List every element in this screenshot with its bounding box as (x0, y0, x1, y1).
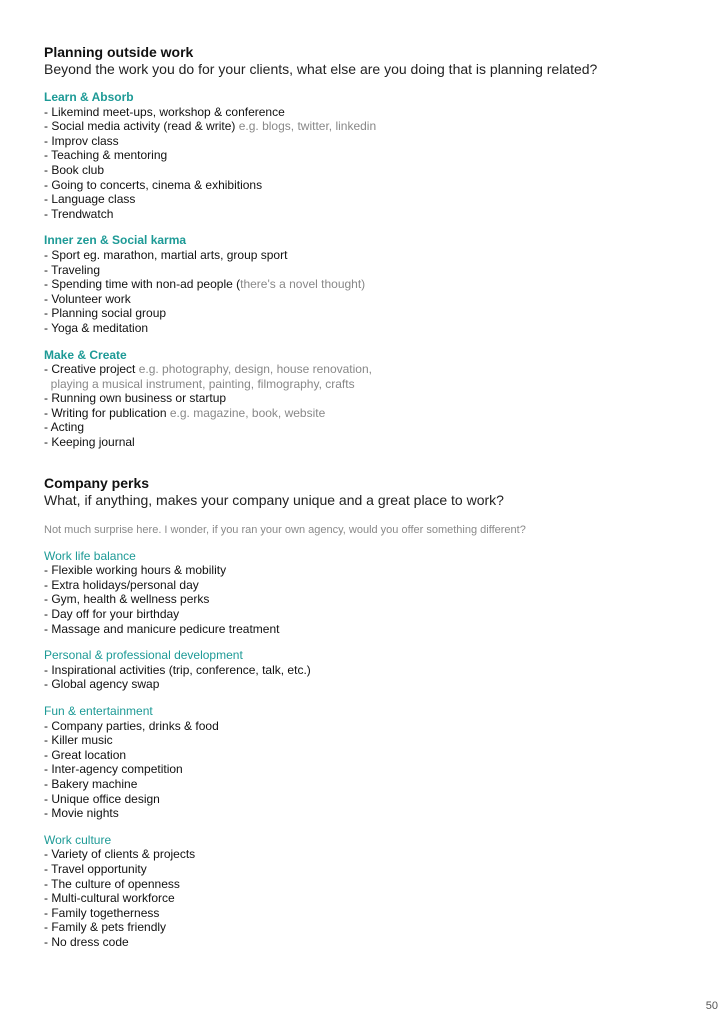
item-note: e.g. magazine, book, website (169, 405, 326, 420)
list-item: - Multi-cultural workforce (44, 891, 175, 906)
list-item: - Yoga & meditation (44, 320, 149, 335)
group-heading: Personal & professional development (44, 648, 243, 663)
list-item: - Killer music (44, 733, 113, 748)
list-item: - No dress code (44, 934, 129, 949)
list-item: - Traveling (44, 262, 101, 277)
company-note: Not much surprise here. I wonder, if you ran your own agency, would you offer something different? (44, 523, 526, 536)
group-heading: Inner zen & Social karma (44, 233, 187, 248)
company-title: Company perks (44, 474, 150, 491)
list-item: - Sport eg. marathon, martial arts, group sport (44, 247, 288, 262)
list-item: - Acting (44, 420, 85, 435)
group-inner-zen (44, 233, 704, 335)
list-item: - Variety of clients & projects (44, 847, 196, 862)
list-item: - Massage and manicure pedicure treatment (44, 621, 280, 636)
list-item: - Inter-agency competition (44, 762, 183, 777)
list-item: - Keeping journal (44, 435, 135, 450)
planning-title: Planning outside work (44, 44, 194, 60)
list-item: - Social media activity (read & write) e.g. blogs, twitter, linkedin (44, 119, 377, 134)
list-item: - Movie nights (44, 806, 119, 821)
list-item: - Book club (44, 162, 105, 177)
list-item: - Language class (44, 192, 136, 207)
item-note: playing a musical instrument, painting, filmography, crafts (50, 376, 355, 391)
list-item: - Bakery machine (44, 776, 138, 791)
list-item: - Spending time with non-ad people (there's a novel thought) (44, 277, 366, 292)
planning-section (44, 44, 704, 450)
list-item: - Writing for publication e.g. magazine, book, website (44, 405, 326, 420)
item-note: there's a novel thought (240, 277, 362, 292)
list-item: - Improv class (44, 133, 119, 148)
list-item: - Global agency swap (44, 677, 160, 692)
list-item: - Travel opportunity (44, 861, 147, 876)
list-item (44, 377, 704, 392)
item-note: e.g. blogs, twitter, linkedin (238, 119, 377, 134)
list-item: - Flexible working hours & mobility (44, 563, 227, 578)
group-make-create (44, 348, 704, 450)
list-item: - Family togetherness (44, 905, 160, 920)
list-item: - Trendwatch (44, 206, 114, 221)
group-work-life-balance (44, 549, 704, 637)
list-item: - Great location (44, 747, 127, 762)
group-heading: Fun & entertainment (44, 704, 153, 718)
list-item: - Going to concerts, cinema & exhibitions (44, 177, 263, 192)
company-question: What, if anything, makes your company unique and a great place to work? (44, 491, 504, 508)
group-work-culture (44, 833, 704, 950)
list-item: - Inspirational activities (trip, conference, talk, etc.) (44, 662, 311, 677)
list-item: - Gym, health & wellness perks (44, 592, 210, 607)
list-item: - Teaching & mentoring (44, 148, 168, 163)
list-item: - Likemind meet-ups, workshop & conference (44, 104, 285, 119)
list-item: - Volunteer work (44, 291, 131, 306)
group-learn-absorb (44, 90, 704, 221)
group-heading: Learn & Absorb (44, 90, 134, 104)
list-item: - Unique office design (44, 791, 160, 806)
page-number: 50 (705, 1000, 718, 1012)
group-personal-development (44, 648, 704, 692)
list-item: - Creative project e.g. photography, design, house renovation, (44, 362, 372, 377)
document-page (44, 44, 704, 950)
list-item: - Extra holidays/personal day (44, 577, 199, 592)
group-heading: Work culture (44, 832, 112, 847)
planning-question: Beyond the work you do for your clients, what else are you doing that is planning related? (44, 61, 598, 77)
list-item: - Company parties, drinks & food (44, 718, 219, 733)
group-heading: Make & Create (44, 347, 127, 362)
list-item: - Family & pets friendly (44, 920, 167, 935)
group-fun-entertainment (44, 704, 704, 821)
list-item: - Day off for your birthday (44, 607, 180, 622)
list-item: - Planning social group (44, 306, 167, 321)
group-heading: Work life balance (44, 548, 136, 563)
company-section (44, 475, 704, 950)
item-note: e.g. photography, design, house renovation, (138, 362, 372, 377)
list-item: - The culture of openness (44, 876, 180, 891)
list-item: - Running own business or startup (44, 391, 227, 406)
